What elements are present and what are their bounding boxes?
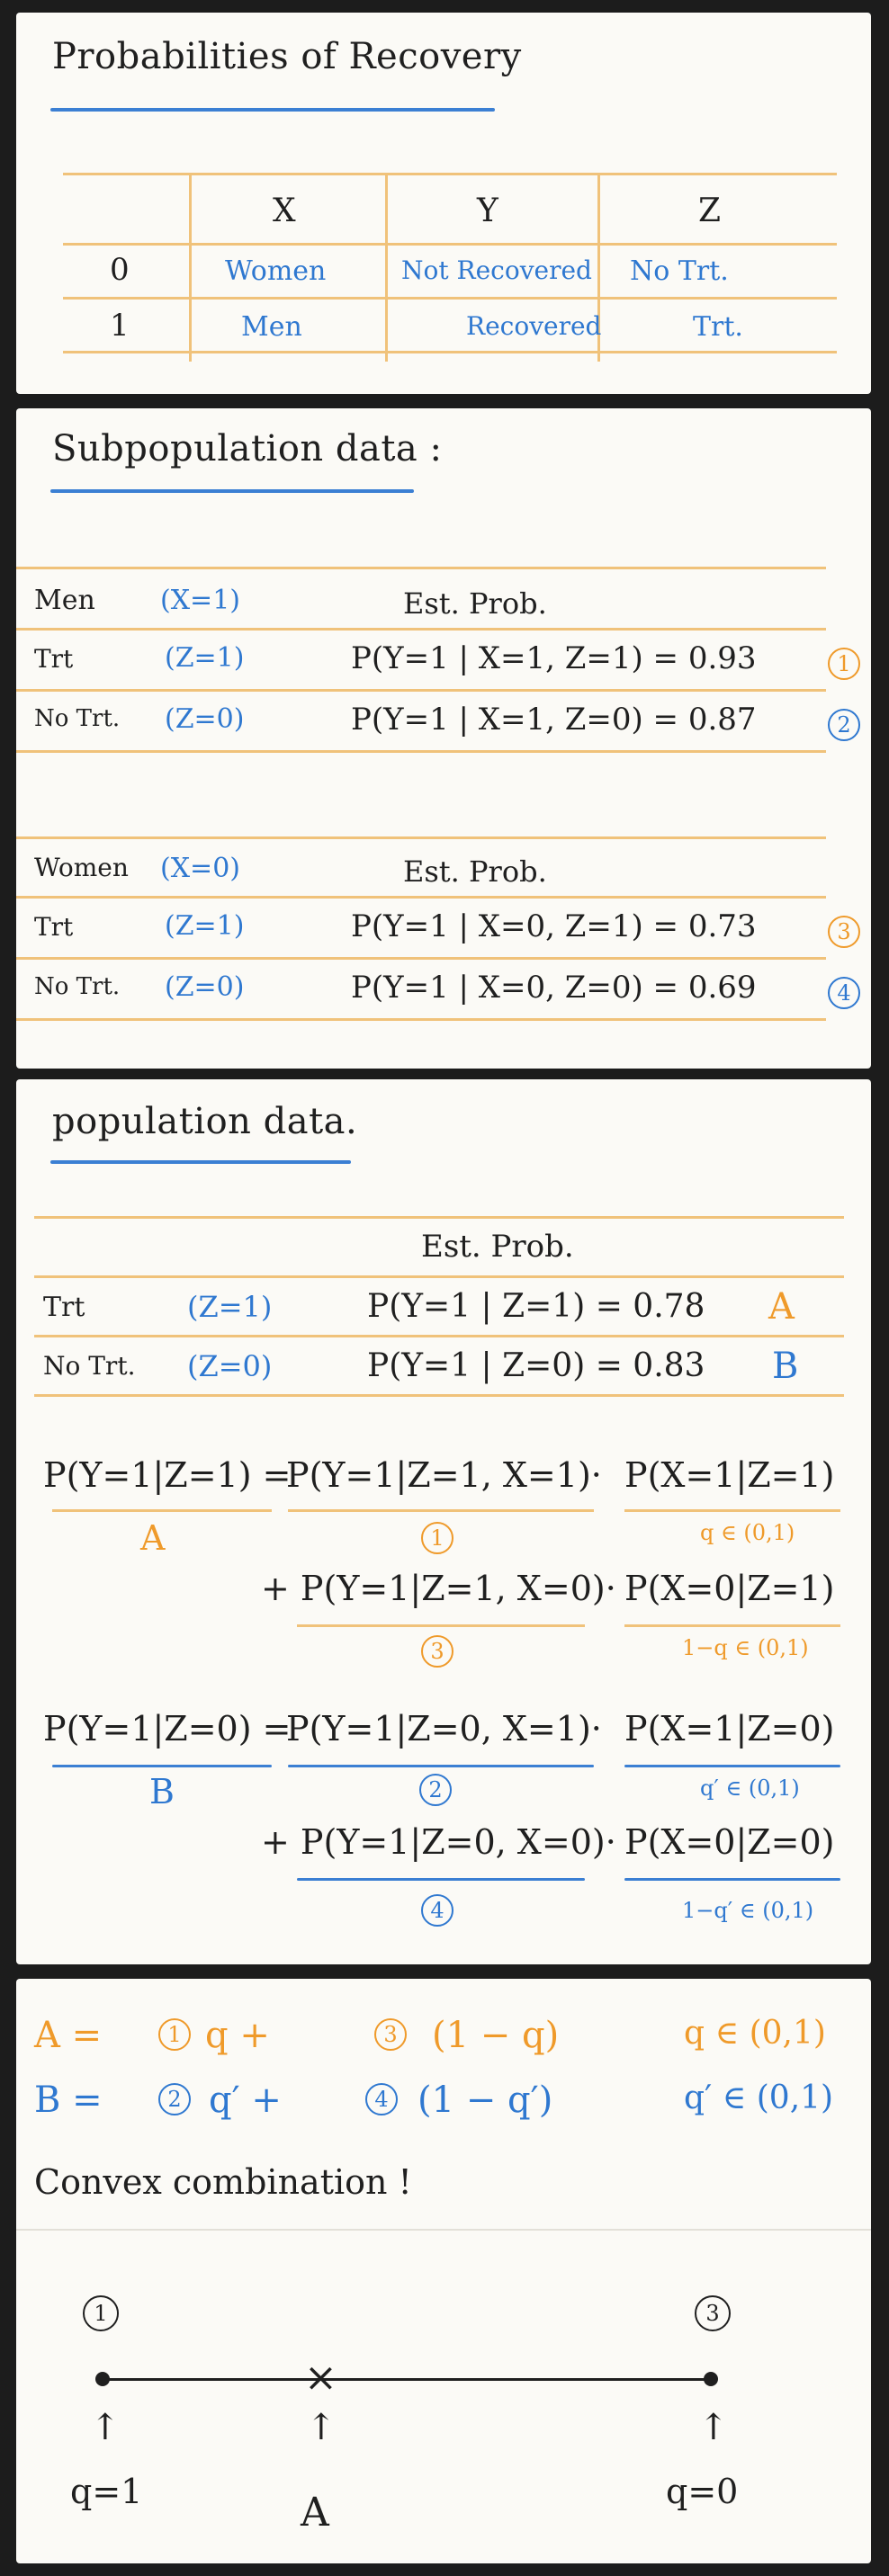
label-a: A <box>301 2490 329 2536</box>
block-rule <box>16 896 826 899</box>
row-key: 1 <box>110 308 130 344</box>
eqA-tag: A <box>140 1518 166 1558</box>
title-underline <box>50 489 414 493</box>
cell-y: Recovered <box>466 311 602 341</box>
lineB-mid2: (1 − q′) <box>418 2080 553 2121</box>
endpoint-dot <box>95 2372 110 2386</box>
table-divider <box>385 173 388 362</box>
eqB-term1b: P(X=1|Z=0) <box>624 1709 835 1749</box>
eqA-q1: q ∈ (0,1) <box>700 1520 795 1545</box>
eqB-term1: P(Y=1|Z=0, X=1)· <box>286 1709 602 1749</box>
cell-y: Not Recovered <box>401 255 592 285</box>
circle-1: 1 <box>421 1522 453 1554</box>
circle-4: 4 <box>421 1894 453 1927</box>
panel2-title: Subpopulation data : <box>52 428 443 470</box>
row-cond: (Z=1) <box>165 642 245 674</box>
row-expr: P(Y=1 | X=1, Z=0) = 0.87 <box>351 702 757 738</box>
est-header: Est. Prob. <box>421 1229 574 1265</box>
cell-z: No Trt. <box>630 255 729 287</box>
eq-underline <box>288 1765 594 1767</box>
row-label: Trt <box>34 912 74 942</box>
circle-4: 4 <box>365 2083 398 2115</box>
eqB-term2: + P(Y=1|Z=0, X=0)· <box>261 1822 616 1862</box>
lineA-mid1: q + <box>205 2015 270 2056</box>
header-x: X <box>273 192 296 229</box>
eqB-tag: B <box>149 1772 175 1811</box>
block-rule <box>34 1335 844 1337</box>
tag-a: A <box>768 1286 795 1328</box>
eqB-q1: q′ ∈ (0,1) <box>700 1775 800 1801</box>
panel-convex <box>16 1979 871 2563</box>
block-rule <box>16 957 826 960</box>
block-rule <box>16 628 826 631</box>
convex-label: Convex combination ! <box>34 2162 412 2202</box>
block-rule <box>16 836 826 839</box>
circle-1: 1 <box>828 648 860 680</box>
eq-underline <box>52 1509 272 1512</box>
panel-population <box>16 1079 871 1964</box>
divider <box>16 2229 871 2231</box>
circle-2: 2 <box>828 709 860 741</box>
cell-z: Trt. <box>693 311 743 343</box>
cell-x: Men <box>241 311 302 343</box>
eq-underline <box>624 1765 840 1767</box>
eq-underline <box>52 1765 272 1767</box>
women-header: Women <box>34 853 129 882</box>
row-cond: (Z=0) <box>165 703 245 735</box>
eqB-q2: 1−q′ ∈ (0,1) <box>682 1898 814 1923</box>
row-label: Trt <box>34 644 74 674</box>
panel-subpopulation <box>16 408 871 1069</box>
lineB-range: q′ ∈ (0,1) <box>684 2080 834 2116</box>
block-rule <box>16 567 826 569</box>
table-rule <box>63 243 837 246</box>
table-rule <box>63 351 837 353</box>
lineB-mid1: q′ + <box>209 2080 282 2121</box>
row-label: No Trt. <box>34 973 121 1000</box>
women-est: Est. Prob. <box>403 854 547 889</box>
lineA-mid2: (1 − q) <box>432 2015 560 2056</box>
men-cond: (X=1) <box>160 585 240 616</box>
block-rule <box>34 1216 844 1219</box>
circle-3: 3 <box>421 1635 453 1668</box>
row-expr: P(Y=1 | Z=0) = 0.83 <box>367 1347 705 1384</box>
block-rule <box>34 1394 844 1397</box>
arrow-up-icon: ↑ <box>90 2407 121 2448</box>
row-expr: P(Y=1 | X=1, Z=1) = 0.93 <box>351 640 757 676</box>
circle-3: 3 <box>695 2295 731 2331</box>
men-header: Men <box>34 585 95 616</box>
eq-underline <box>297 1624 585 1627</box>
row-cond: (Z=0) <box>165 971 245 1003</box>
eq-underline <box>297 1878 585 1881</box>
table-rule <box>63 173 837 175</box>
cell-x: Women <box>225 255 327 287</box>
row-key: 0 <box>110 252 130 288</box>
eq-underline <box>624 1509 840 1512</box>
circle-3: 3 <box>374 2018 407 2051</box>
panel3-title: population data. <box>52 1101 358 1142</box>
eqB-term2b: P(X=0|Z=0) <box>624 1822 835 1862</box>
circle-3: 3 <box>828 916 860 948</box>
eqA-term2: + P(Y=1|Z=1, X=0)· <box>261 1569 616 1608</box>
panel-probabilities <box>16 13 871 394</box>
arrow-up-icon: ↑ <box>306 2407 337 2448</box>
label-q1: q=1 <box>70 2472 143 2511</box>
circle-1: 1 <box>83 2295 119 2331</box>
header-z: Z <box>698 192 722 229</box>
eqA-q2: 1−q ∈ (0,1) <box>682 1635 809 1660</box>
endpoint-dot <box>704 2372 718 2386</box>
eqB-lhs: P(Y=1|Z=0) = <box>43 1709 292 1749</box>
circle-2: 2 <box>158 2083 191 2115</box>
title-underline <box>50 108 495 112</box>
eqA-lhs: P(Y=1|Z=1) = <box>43 1455 292 1495</box>
eqA-term1b: P(X=1|Z=1) <box>624 1455 835 1495</box>
tag-b: B <box>772 1346 799 1387</box>
row-cond: (Z=1) <box>165 910 245 942</box>
row-cond: (Z=0) <box>187 1349 273 1383</box>
circle-2: 2 <box>419 1774 452 1806</box>
segment-line <box>103 2378 711 2381</box>
arrow-up-icon: ↑ <box>698 2407 729 2448</box>
eq-underline <box>288 1509 594 1512</box>
eqA-term1: P(Y=1|Z=1, X=1)· <box>286 1455 602 1495</box>
eq-underline <box>624 1624 840 1627</box>
block-rule <box>16 750 826 753</box>
header-y: Y <box>477 192 498 229</box>
label-q0: q=0 <box>666 2472 739 2511</box>
circle-4: 4 <box>828 977 860 1009</box>
eqA-term2b: P(X=0|Z=1) <box>624 1569 835 1608</box>
row-expr: P(Y=1 | Z=1) = 0.78 <box>367 1288 705 1325</box>
row-expr: P(Y=1 | X=0, Z=1) = 0.73 <box>351 908 757 944</box>
lineA-range: q ∈ (0,1) <box>684 2015 826 2052</box>
title-underline <box>50 1160 351 1164</box>
table-divider <box>189 173 192 362</box>
panel1-title: Probabilities of Recovery <box>52 36 522 77</box>
row-label: Trt <box>43 1292 85 1323</box>
point-a-mark: × <box>304 2355 337 2401</box>
women-cond: (X=0) <box>160 853 240 884</box>
men-est: Est. Prob. <box>403 586 547 621</box>
lineB-lhs: B = <box>34 2080 103 2121</box>
lineA-lhs: A = <box>34 2015 103 2056</box>
circle-1: 1 <box>158 2018 191 2051</box>
eq-underline <box>624 1878 840 1881</box>
block-rule <box>16 1018 826 1021</box>
row-label: No Trt. <box>43 1351 136 1381</box>
table-rule <box>63 297 837 300</box>
block-rule <box>16 689 826 692</box>
row-expr: P(Y=1 | X=0, Z=0) = 0.69 <box>351 970 757 1006</box>
block-rule <box>34 1275 844 1278</box>
row-label: No Trt. <box>34 705 121 732</box>
row-cond: (Z=1) <box>187 1290 273 1324</box>
